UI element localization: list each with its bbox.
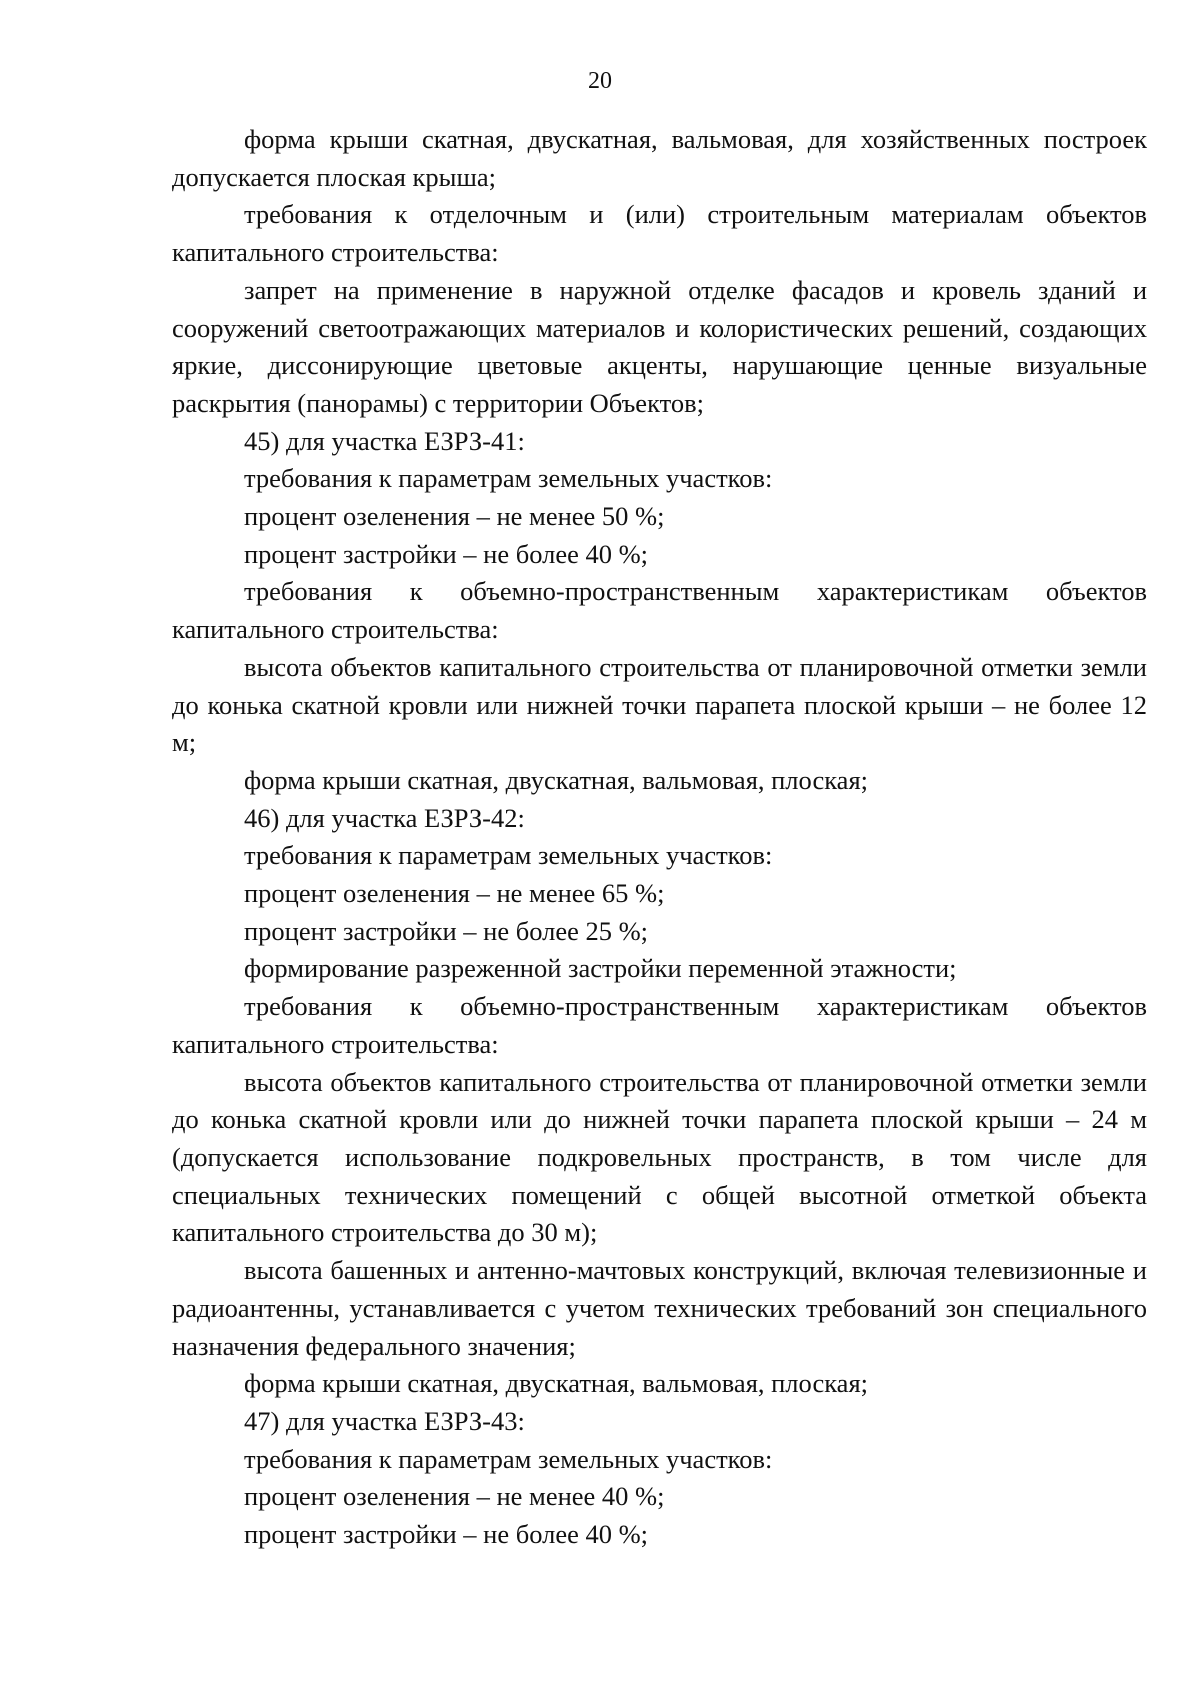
paragraph-section-46: 46) для участка ЕЗРЗ-42:	[244, 802, 525, 833]
paragraph-reflective-ban: запрет на применение в наружной отделке фасадов и кровель зданий и сооружений светоотражающих материалов и колористических решений, создающих яркие, диссонирующие цветовые акценты, нарушающие ценные визуальные раскрытия (панорамы) с территории Объектов;	[172, 274, 1147, 418]
paragraph-roof-shape-1: форма крыши скатная, двускатная, вальмовая, для хозяйственных построек допускается плоская крыша;	[172, 124, 1147, 192]
page-number: 20	[588, 68, 612, 94]
paragraph-building-47: процент застройки – не более 40 %;	[244, 1519, 649, 1550]
paragraph-section-45: 45) для участка ЕЗРЗ-41:	[244, 425, 525, 456]
paragraph-height-46: высота объектов капитального строительства от планировочной отметки земли до конька скатной кровли или до нижней точки парапета плоской крыши – 24 м (допускается использование подкровельных пространств, в том числе для специальных технических помещений с общей высотной отметкой объекта капитального строительства до 30 м);	[172, 1066, 1147, 1248]
paragraph-materials-requirements: требования к отделочным и (или) строительным материалам объектов капитального строительства:	[172, 199, 1147, 268]
paragraph-greening-47: процент озеленения – не менее 40 %;	[244, 1481, 665, 1512]
paragraph-greening-45: процент озеленения – не менее 50 %;	[244, 501, 665, 532]
paragraph-volume-requirements-46: требования к объемно-пространственным характеристикам объектов капитального строительства:	[172, 991, 1147, 1059]
document-body	[172, 121, 1147, 1554]
paragraph-land-params-46: требования к параметрам земельных участков:	[244, 840, 773, 871]
paragraph-tower-height-46: высота башенных и антенно-мачтовых конструкций, включая телевизионные и радиоантенны, устанавливается с учетом технических требований зон специального назначения федерального значения;	[172, 1255, 1147, 1361]
paragraph-building-45: процент застройки – не более 40 %;	[244, 538, 649, 569]
paragraph-section-47: 47) для участка ЕЗРЗ-43:	[244, 1405, 525, 1436]
paragraph-volume-requirements-45: требования к объемно-пространственным характеристикам объектов капитального строительства:	[172, 576, 1147, 645]
paragraph-roof-shape-46: форма крыши скатная, двускатная, вальмовая, плоская;	[244, 1368, 868, 1399]
paragraph-height-45: высота объектов капитального строительства от планировочной отметки земли до конька скатной кровли или нижней точки парапета плоской крыши – не более 12 м;	[172, 651, 1147, 758]
paragraph-land-params-45: требования к параметрам земельных участков:	[244, 463, 773, 494]
paragraph-roof-shape-45: форма крыши скатная, двускатная, вальмовая, плоская;	[244, 764, 868, 795]
paragraph-land-params-47: требования к параметрам земельных участков:	[244, 1443, 773, 1474]
paragraph-greening-46: процент озеленения – не менее 65 %;	[244, 878, 665, 909]
paragraph-sparse-development-46: формирование разреженной застройки переменной этажности;	[244, 953, 957, 984]
paragraph-building-46: процент застройки – не более 25 %;	[244, 915, 649, 946]
